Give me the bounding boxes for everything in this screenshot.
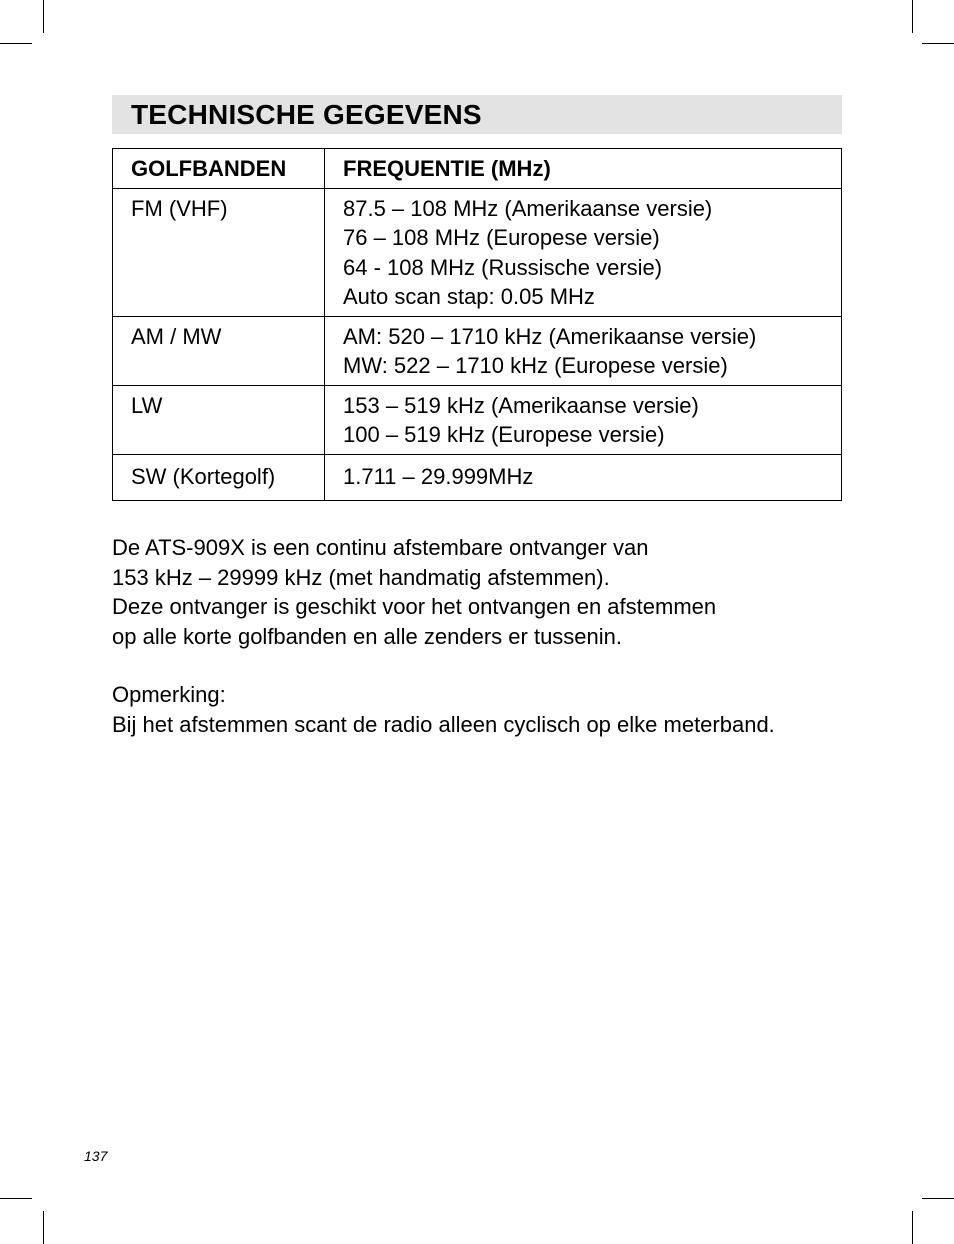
section-title-bar bbox=[112, 95, 842, 134]
band-cell: SW (Kortegolf) bbox=[113, 454, 325, 501]
description-line: op alle korte golfbanden en alle zenders er tussenin. bbox=[112, 623, 623, 649]
frequency-cell bbox=[325, 454, 842, 501]
band-cell: FM (VHF) bbox=[113, 188, 325, 316]
description-paragraph bbox=[112, 533, 716, 651]
frequency-line: 76 – 108 MHz (Europese versie) bbox=[343, 225, 660, 250]
frequency-line: 1.711 – 29.999MHz bbox=[343, 463, 534, 489]
table-header-row bbox=[113, 149, 842, 189]
column-header-bands: GOLFBANDEN bbox=[113, 149, 325, 189]
note-label: Opmerking: bbox=[112, 682, 226, 707]
crop-mark bbox=[922, 1198, 954, 1199]
crop-mark bbox=[922, 43, 954, 44]
crop-mark bbox=[43, 0, 44, 33]
section-title: TECHNISCHE GEGEVENS bbox=[131, 99, 482, 130]
frequency-line: AM: 520 – 1710 kHz (Amerikaanse versie) bbox=[343, 323, 757, 349]
column-header-frequency: FREQUENTIE (MHz) bbox=[325, 149, 842, 189]
note-text: Bij het afstemmen scant de radio alleen cyclisch op elke meterband. bbox=[112, 711, 775, 737]
crop-mark bbox=[0, 43, 32, 44]
table-row bbox=[113, 385, 842, 454]
page-number: 137 bbox=[84, 1148, 108, 1164]
table-row bbox=[113, 316, 842, 385]
frequency-line: 100 – 519 kHz (Europese versie) bbox=[343, 422, 665, 447]
crop-mark bbox=[912, 0, 913, 33]
frequency-line: 87.5 – 108 MHz (Amerikaanse versie) bbox=[343, 195, 713, 221]
table-row bbox=[113, 454, 842, 501]
frequency-cell bbox=[325, 188, 842, 316]
frequency-cell bbox=[325, 385, 842, 454]
frequency-line: 64 - 108 MHz (Russische versie) bbox=[343, 254, 663, 280]
description-line: Deze ontvanger is geschikt voor het ontvangen en afstemmen bbox=[112, 594, 717, 619]
band-cell: AM / MW bbox=[113, 316, 325, 385]
table-row bbox=[113, 188, 842, 316]
description-line: 153 kHz – 29999 kHz (met handmatig afstemmen). bbox=[112, 564, 610, 590]
description-line: De ATS-909X is een continu afstembare ontvanger van bbox=[112, 535, 649, 560]
frequency-line: Auto scan stap: 0.05 MHz bbox=[343, 284, 595, 309]
frequency-cell bbox=[325, 316, 842, 385]
frequency-line: 153 – 519 kHz (Amerikaanse versie) bbox=[343, 392, 699, 418]
crop-mark bbox=[0, 1198, 32, 1199]
crop-mark bbox=[912, 1211, 913, 1244]
note-paragraph bbox=[112, 680, 775, 739]
frequency-line: MW: 522 – 1710 kHz (Europese versie) bbox=[343, 353, 728, 378]
band-cell: LW bbox=[113, 385, 325, 454]
crop-mark bbox=[43, 1211, 44, 1244]
spec-table bbox=[112, 148, 842, 501]
